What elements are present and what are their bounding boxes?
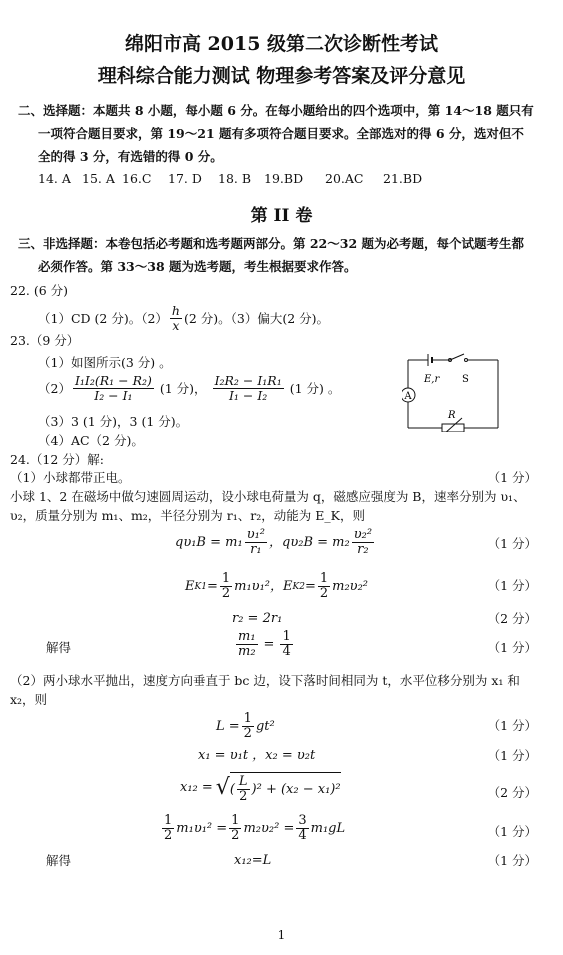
eq1-f1-den: r₁ [250, 542, 262, 557]
eq1-f2-den: r₂ [357, 542, 369, 557]
eq-result: x₁₂=L [234, 853, 272, 868]
q22-answer [38, 304, 329, 333]
q22-part2: (2 分)。（3）偏大(2 分)。 [183, 310, 330, 326]
q23-line2-prefix: （2） [38, 380, 71, 396]
ammeter-label: A [404, 391, 412, 402]
eq4-equals: = [263, 636, 275, 652]
q22-fraction-num: h [171, 303, 180, 318]
sqrt-icon: √ [215, 775, 230, 800]
eq4-right-frac [280, 630, 292, 659]
eq7-radicand [230, 772, 341, 804]
eq1-mid: ，qυ₂B = m₂ [269, 534, 350, 550]
eq7-open: ( [229, 781, 235, 797]
eq2-end: m₂υ₂² [332, 578, 369, 594]
eq8-three-quarters [296, 814, 308, 843]
eq9-score: （1 分） [487, 853, 537, 868]
document-subtitle: 理科综合能力测试 物理参考答案及评分意见 [97, 65, 466, 87]
eq2-equals1: = [206, 578, 218, 594]
mc-answer: 15. A [82, 171, 115, 186]
eq7-rest: )² + (x₂ − x₁)² [251, 781, 341, 797]
q24-para3-line1: （2）两小球水平抛出，速度方向垂直于 bc 边，设下落时间相同为 t，水平位移分别为 x₁ 和 [10, 673, 520, 688]
eq5-half [242, 712, 254, 741]
nonmc-heading-line2: 必须作答。第 33～38 题为选考题，考生根据要求作答。 [38, 259, 357, 274]
eq5-half-den: 2 [243, 726, 252, 741]
eq1-fraction1 [245, 528, 267, 557]
eq8-half1-den: 2 [164, 828, 173, 843]
eq4-left-frac [236, 630, 258, 659]
q24-para2-line1: 小球 1、2 在磁场中做匀速圆周运动，设小球电荷量为 q，磁感应强度为 B，速率分别为 υ₁、 [10, 489, 526, 504]
eq-energy [160, 814, 345, 843]
q22-label: 22. (6 分) [10, 283, 69, 298]
eq8-half1 [162, 814, 174, 843]
resistor-box [442, 424, 464, 432]
eq8-half2 [229, 814, 241, 843]
eq2-equals2: = [304, 578, 316, 594]
mc-answer: 14. A [38, 171, 71, 186]
eq8-a: m₁υ₁² = [176, 820, 228, 836]
eq2-ek2-sub: K2 [292, 581, 305, 592]
mc-answer: 21.BD [383, 171, 423, 186]
eq4-num: m₁ [238, 629, 256, 644]
q24-label: 24.（12 分）解: [10, 452, 104, 467]
mc-heading-line3: 全的得 3 分，有选错的得 0 分。 [38, 149, 223, 164]
eq1-left: qυ₁B = m₁ [175, 534, 243, 550]
source-label: E,r [424, 374, 440, 385]
eq8-frac-den: 4 [298, 828, 307, 843]
nonmc-heading-line1: 三、非选择题：本卷包括必考题和选考题两部分。第 22～32 题为必考题，每个试题考生都 [18, 236, 524, 251]
page-number: 1 [277, 928, 286, 942]
eq1-fraction2 [352, 528, 374, 557]
q23-line4: （4）AC（2 分)。 [38, 433, 144, 448]
mc-answer: 18. B [218, 171, 252, 186]
q23-fraction2-den: I₁ − I₂ [228, 388, 268, 403]
q22-part1: （1）CD (2 分)。（2） [38, 310, 168, 326]
eq5-score: （1 分） [487, 718, 537, 733]
mc-answer: 17. D [168, 171, 202, 186]
q24-part1-score: （1 分） [487, 470, 537, 485]
eq4-rnum: 1 [282, 629, 291, 644]
eq-kinetic [185, 572, 368, 601]
resistor-label: R [448, 410, 456, 421]
eq1-f2-num: υ₂² [353, 527, 373, 542]
q23-label: 23.（9 分） [10, 333, 80, 348]
q22-fraction-den: x [172, 318, 180, 333]
q23-line3: （3）3 (1 分)，3 (1 分)。 [38, 414, 189, 429]
eq4-den: m₂ [238, 644, 256, 659]
eq8-half2-num: 1 [231, 813, 240, 828]
eq5-left: L = [216, 718, 240, 734]
q23-line1: （1）如图所示(3 分) 。 [38, 355, 172, 370]
eq7-frac-num: L [238, 774, 248, 789]
mc-answer: 20.AC [325, 171, 364, 186]
eq7-frac [237, 775, 250, 804]
q23-line2 [38, 374, 340, 403]
eq-lorentz [175, 528, 376, 557]
eq7-frac-den: 2 [239, 789, 248, 804]
eq8-frac-num: 3 [298, 813, 307, 828]
mc-heading-line1: 二、选择题：本题共 8 小题，每小题 6 分。在每小题给出的四个选项中，第 14～18 题只有 [18, 103, 534, 118]
eq2-half1 [220, 572, 232, 601]
eq2-half2-num: 1 [319, 571, 329, 586]
eq5-half-num: 1 [243, 711, 252, 726]
mc-answer: 16.C [122, 171, 152, 186]
q23-fraction1-den: I₂ − I₁ [94, 388, 133, 403]
eq8-c: m₁gL [310, 820, 346, 836]
q23-fraction2 [213, 374, 284, 403]
q24-para2-line2: υ₂，质量分别为 m₁、m₂，半径分别为 r₁、r₂，动能为 E_K，则 [10, 508, 365, 523]
eq2-half1-den: 2 [221, 586, 231, 601]
circuit-diagram [402, 352, 504, 432]
q23-line2-end: (1 分) 。 [289, 380, 341, 396]
eq2-half2-den: 2 [319, 586, 329, 601]
solve-label-2: 解得 [46, 853, 72, 868]
eq2-half1-num: 1 [221, 571, 231, 586]
eq8-half2-den: 2 [231, 828, 240, 843]
eq2-ek1: E [185, 578, 195, 594]
solve-label: 解得 [46, 640, 72, 655]
eq-mass-ratio [234, 630, 295, 659]
eq-radius: r₂ = 2r₁ [232, 611, 283, 626]
eq8-b: m₂υ₂² = [243, 820, 295, 836]
eq3-score: （2 分） [487, 611, 537, 626]
eq2-score: （1 分） [487, 578, 537, 593]
eq8-score: （1 分） [487, 824, 537, 839]
switch-label: S [462, 374, 469, 385]
q24-para3-line2: x₂，则 [10, 692, 48, 707]
eq1-f1-num: υ₁² [246, 527, 266, 542]
eq7-left: x₁₂ = [180, 780, 213, 795]
mc-heading-line2: 一项符合题目要求，第 19～21 题有多项符合题目要求。全部选对的得 6 分，选对但不 [38, 126, 524, 141]
eq5-right: gt² [255, 718, 275, 734]
eq6-score: （1 分） [487, 748, 537, 763]
section-title: 第 II 卷 [250, 206, 313, 226]
eq1-score: （1 分） [487, 536, 537, 551]
eq-separation [180, 772, 341, 804]
eq-displacement: x₁ = υ₁t ，x₂ = υ₂t [198, 748, 316, 763]
switch-blade [450, 354, 464, 360]
q23-fraction1 [73, 374, 154, 403]
eq4-score: （1 分） [487, 640, 537, 655]
eq2-mid: m₁υ₁²，E [234, 578, 293, 594]
q23-fraction2-num: I₂R₂ − I₁R₁ [214, 373, 282, 388]
eq2-ek1-sub: K1 [194, 581, 207, 592]
document-title: 绵阳市高 2015 级第二次诊断性考试 [124, 33, 439, 55]
q24-part1: （1）小球都带正电。 [10, 470, 131, 485]
q23-line2-mid: (1 分)， [159, 380, 207, 396]
mc-answer: 19.BD [264, 171, 304, 186]
q22-fraction [170, 304, 182, 333]
eq8-half1-num: 1 [164, 813, 173, 828]
eq4-rden: 4 [282, 644, 291, 659]
q23-fraction1-num: I₁I₂(R₁ − R₂) [74, 373, 152, 388]
eq2-half2 [318, 572, 330, 601]
eq-fall [216, 712, 275, 741]
eq7-score: （2 分） [487, 785, 537, 800]
